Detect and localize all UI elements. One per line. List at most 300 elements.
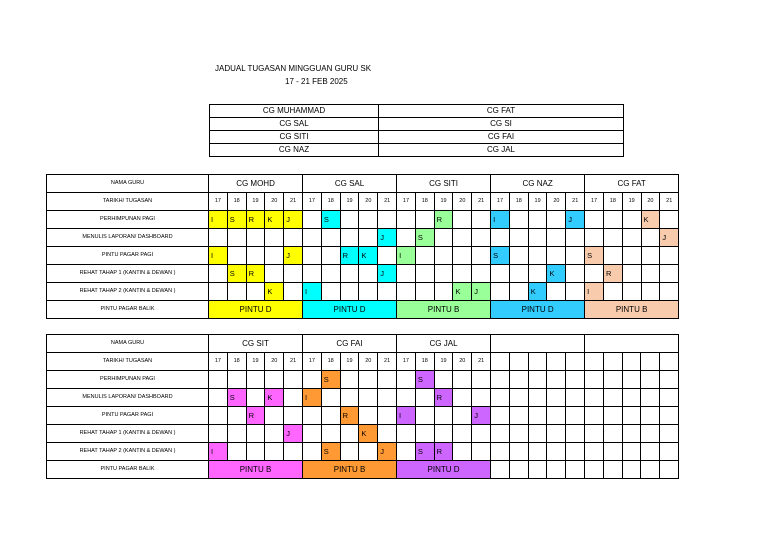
duty-cell: [227, 247, 246, 265]
day-number: [509, 353, 528, 371]
duty-cell: I: [209, 211, 228, 229]
duty-cell: S: [321, 371, 340, 389]
duty-cell: [340, 389, 359, 407]
duty-cell: [491, 425, 510, 443]
duty-cell: S: [415, 443, 434, 461]
task-row: [47, 229, 679, 247]
duty-cell: S: [491, 247, 510, 265]
task-row: [47, 425, 679, 443]
pair-row: [210, 144, 624, 157]
day-number: 19: [528, 193, 547, 211]
duty-cell: [227, 229, 246, 247]
duty-cell: [472, 229, 491, 247]
duty-cell: K: [641, 211, 660, 229]
day-number: 18: [509, 193, 528, 211]
duty-cell: [566, 229, 585, 247]
duty-cell: [227, 283, 246, 301]
day-number: 17: [209, 193, 228, 211]
duty-cell: J: [284, 211, 303, 229]
duty-cell: [603, 211, 622, 229]
day-number: 18: [227, 193, 246, 211]
gate-assignment: PINTU B: [209, 461, 303, 479]
duty-cell: K: [359, 425, 378, 443]
duty-cell: J: [378, 443, 397, 461]
duty-cell: [472, 443, 491, 461]
duty-cell: [246, 371, 265, 389]
task-row: [47, 265, 679, 283]
duty-cell: [209, 425, 228, 443]
empty-cell: [603, 461, 622, 479]
teacher-name-row: [47, 335, 679, 353]
duty-cell: S: [415, 229, 434, 247]
duty-cell: [378, 247, 397, 265]
row-label-date: TARIKH/ TUGASAN: [47, 193, 209, 211]
duty-cell: [509, 389, 528, 407]
teacher-name: CG NAZ: [491, 175, 585, 193]
gate-row: [47, 461, 679, 479]
duty-cell: [340, 265, 359, 283]
date-row: [47, 353, 679, 371]
duty-cell: R: [603, 265, 622, 283]
duty-cell: [491, 371, 510, 389]
day-number: 20: [359, 353, 378, 371]
day-number: 20: [453, 353, 472, 371]
day-number: 18: [603, 193, 622, 211]
duty-cell: [415, 425, 434, 443]
duty-cell: [660, 247, 679, 265]
duty-cell: [528, 443, 547, 461]
duty-cell: I: [397, 407, 416, 425]
duty-cell: [265, 407, 284, 425]
duty-cell: [641, 407, 660, 425]
teacher-pairs-table: [209, 104, 624, 157]
task-label: REHAT TAHAP 2 (KANTIN & DEWAN ): [47, 283, 209, 301]
duty-cell: S: [415, 371, 434, 389]
duty-cell: [227, 425, 246, 443]
duty-cell: [603, 371, 622, 389]
duty-cell: [303, 247, 322, 265]
duty-cell: [472, 389, 491, 407]
duty-cell: [472, 211, 491, 229]
task-row: [47, 211, 679, 229]
teacher-name: [585, 335, 679, 353]
duty-cell: K: [528, 283, 547, 301]
duty-cell: [453, 211, 472, 229]
duty-cell: [509, 283, 528, 301]
duty-cell: [378, 211, 397, 229]
day-number: 17: [397, 353, 416, 371]
pair-teacher-name: CG SITI: [210, 131, 379, 144]
day-number: 17: [303, 193, 322, 211]
duty-cell: [641, 371, 660, 389]
duty-cell: [472, 265, 491, 283]
day-number: 19: [246, 353, 265, 371]
gate-assignment: PINTU D: [303, 301, 397, 319]
duty-cell: [622, 425, 641, 443]
duty-cell: [547, 371, 566, 389]
duty-cell: [246, 229, 265, 247]
day-number: 20: [359, 193, 378, 211]
day-number: 17: [491, 193, 510, 211]
duty-cell: S: [227, 211, 246, 229]
duty-cell: [397, 283, 416, 301]
duty-cell: I: [585, 283, 604, 301]
duty-cell: [434, 229, 453, 247]
duty-cell: [566, 443, 585, 461]
duty-cell: [434, 283, 453, 301]
duty-cell: [227, 443, 246, 461]
day-number: 18: [227, 353, 246, 371]
duty-cell: [491, 229, 510, 247]
duty-cell: [265, 371, 284, 389]
duty-cell: I: [303, 283, 322, 301]
duty-cell: [397, 443, 416, 461]
duty-cell: [340, 283, 359, 301]
duty-cell: [265, 443, 284, 461]
duty-cell: J: [378, 229, 397, 247]
duty-cell: [472, 247, 491, 265]
duty-cell: J: [472, 407, 491, 425]
duty-cell: [509, 265, 528, 283]
gate-row: [47, 301, 679, 319]
task-row: [47, 283, 679, 301]
duty-cell: [246, 425, 265, 443]
teacher-name: CG FAI: [303, 335, 397, 353]
duty-cell: [566, 371, 585, 389]
duty-cell: [303, 407, 322, 425]
day-number: [603, 353, 622, 371]
task-row: [47, 443, 679, 461]
duty-cell: [453, 389, 472, 407]
duty-cell: [227, 371, 246, 389]
duty-cell: [491, 265, 510, 283]
duty-cell: [397, 211, 416, 229]
week-dates: 17 - 21 FEB 2025: [285, 77, 348, 86]
teacher-name: CG JAL: [397, 335, 491, 353]
day-number: 19: [246, 193, 265, 211]
day-number: 21: [284, 353, 303, 371]
duty-cell: [566, 247, 585, 265]
empty-cell: [585, 461, 604, 479]
duty-cell: [265, 425, 284, 443]
duty-cell: [585, 211, 604, 229]
duty-cell: [303, 443, 322, 461]
row-label-name: NAMA GURU: [47, 175, 209, 193]
duty-cell: [547, 389, 566, 407]
duty-cell: I: [209, 247, 228, 265]
duty-cell: [641, 265, 660, 283]
teacher-name: CG SITI: [397, 175, 491, 193]
empty-cell: [509, 461, 528, 479]
duty-cell: [265, 265, 284, 283]
duty-cell: [603, 247, 622, 265]
day-number: 19: [340, 353, 359, 371]
day-number: 20: [265, 353, 284, 371]
day-number: [641, 353, 660, 371]
duty-cell: [622, 229, 641, 247]
day-number: 21: [660, 193, 679, 211]
gate-assignment: PINTU D: [209, 301, 303, 319]
duty-cell: [209, 407, 228, 425]
duty-cell: [585, 443, 604, 461]
task-row: [47, 389, 679, 407]
empty-cell: [528, 461, 547, 479]
task-label: PERHIMPUNAN PAGI: [47, 371, 209, 389]
duty-cell: [284, 229, 303, 247]
duty-cell: R: [340, 247, 359, 265]
gate-assignment: PINTU B: [303, 461, 397, 479]
duty-cell: [359, 265, 378, 283]
duty-cell: J: [378, 265, 397, 283]
duty-cell: [209, 229, 228, 247]
day-number: [547, 353, 566, 371]
duty-cell: R: [246, 407, 265, 425]
duty-cell: [321, 247, 340, 265]
duty-cell: I: [397, 247, 416, 265]
duty-cell: [585, 265, 604, 283]
duty-cell: [321, 265, 340, 283]
duty-cell: K: [547, 265, 566, 283]
duty-cell: [397, 389, 416, 407]
day-number: 20: [265, 193, 284, 211]
duty-cell: [284, 283, 303, 301]
duty-cell: [303, 371, 322, 389]
duty-cell: S: [321, 443, 340, 461]
duty-cell: [528, 389, 547, 407]
empty-cell: [641, 461, 660, 479]
duty-cell: [415, 283, 434, 301]
day-number: [622, 353, 641, 371]
duty-cell: [528, 425, 547, 443]
duty-cell: [453, 247, 472, 265]
day-number: 17: [303, 353, 322, 371]
duty-cell: [547, 211, 566, 229]
duty-cell: J: [472, 283, 491, 301]
duty-cell: [284, 407, 303, 425]
duty-cell: [246, 283, 265, 301]
duty-cell: I: [491, 211, 510, 229]
duty-cell: [434, 371, 453, 389]
duty-cell: [246, 389, 265, 407]
duty-cell: [321, 407, 340, 425]
duty-cell: [547, 443, 566, 461]
day-number: [585, 353, 604, 371]
day-number: 20: [641, 193, 660, 211]
duty-cell: [528, 247, 547, 265]
duty-cell: [321, 283, 340, 301]
task-row: [47, 247, 679, 265]
day-number: 19: [622, 193, 641, 211]
duty-cell: [378, 389, 397, 407]
duty-cell: [246, 247, 265, 265]
task-label: REHAT TAHAP 2 (KANTIN & DEWAN ): [47, 443, 209, 461]
duty-cell: [622, 265, 641, 283]
duty-cell: [321, 425, 340, 443]
day-number: 21: [378, 353, 397, 371]
teacher-name: CG SAL: [303, 175, 397, 193]
duty-cell: [528, 265, 547, 283]
duty-cell: K: [359, 247, 378, 265]
row-label-gate: PINTU PAGAR BALIK: [47, 301, 209, 319]
duty-cell: [359, 371, 378, 389]
empty-cell: [566, 461, 585, 479]
duty-cell: [227, 407, 246, 425]
duty-cell: [622, 247, 641, 265]
duty-cell: [359, 443, 378, 461]
pair-teacher-name: CG NAZ: [210, 144, 379, 157]
empty-cell: [491, 461, 510, 479]
duty-cell: [397, 229, 416, 247]
duty-cell: [509, 443, 528, 461]
duty-cell: [340, 443, 359, 461]
duty-cell: K: [265, 211, 284, 229]
duty-cell: [453, 229, 472, 247]
duty-cell: [603, 425, 622, 443]
duty-cell: [340, 229, 359, 247]
duty-cell: [209, 389, 228, 407]
duty-cell: I: [303, 389, 322, 407]
duty-cell: R: [340, 407, 359, 425]
duty-cell: [509, 247, 528, 265]
day-number: 17: [397, 193, 416, 211]
row-label-gate: PINTU PAGAR BALIK: [47, 461, 209, 479]
duty-cell: [622, 407, 641, 425]
duty-cell: [509, 425, 528, 443]
duty-cell: [472, 425, 491, 443]
duty-cell: K: [453, 283, 472, 301]
duty-cell: [566, 265, 585, 283]
duty-cell: [415, 247, 434, 265]
task-label: PINTU PAGAR PAGI: [47, 247, 209, 265]
duty-cell: [660, 425, 679, 443]
duty-cell: [566, 283, 585, 301]
duty-cell: [453, 425, 472, 443]
duty-cell: [585, 425, 604, 443]
pair-teacher-name: CG JAL: [379, 144, 624, 157]
duty-cell: [397, 265, 416, 283]
duty-cell: [566, 425, 585, 443]
row-label-date: TARIKH/ TUGASAN: [47, 353, 209, 371]
duty-cell: [434, 247, 453, 265]
duty-cell: [284, 443, 303, 461]
task-label: REHAT TAHAP 1 (KANTIN & DEWAN ): [47, 425, 209, 443]
day-number: 21: [378, 193, 397, 211]
duty-cell: [340, 211, 359, 229]
duty-cell: J: [660, 229, 679, 247]
duty-cell: [209, 265, 228, 283]
day-number: [566, 353, 585, 371]
duty-cell: [415, 265, 434, 283]
teacher-name: [491, 335, 585, 353]
duty-cell: [378, 407, 397, 425]
duty-cell: [453, 371, 472, 389]
duty-cell: J: [566, 211, 585, 229]
teacher-name: CG SIT: [209, 335, 303, 353]
duty-cell: [566, 389, 585, 407]
duty-cell: [397, 371, 416, 389]
pair-teacher-name: CG MUHAMMAD: [210, 105, 379, 118]
duty-cell: S: [227, 265, 246, 283]
duty-cell: [303, 425, 322, 443]
duty-cell: [585, 389, 604, 407]
day-number: 20: [547, 193, 566, 211]
duty-cell: [622, 371, 641, 389]
duty-cell: [641, 247, 660, 265]
duty-cell: [547, 229, 566, 247]
day-number: 21: [284, 193, 303, 211]
pair-row: [210, 118, 624, 131]
date-row: [47, 193, 679, 211]
task-label: MENULIS LAPORAN/ DASHBOARD: [47, 229, 209, 247]
duty-cell: [359, 407, 378, 425]
duty-cell: [660, 443, 679, 461]
duty-cell: [603, 407, 622, 425]
duty-cell: [491, 443, 510, 461]
duty-cell: S: [321, 211, 340, 229]
duty-cell: [547, 283, 566, 301]
gate-assignment: PINTU D: [491, 301, 585, 319]
empty-cell: [547, 461, 566, 479]
day-number: 18: [321, 193, 340, 211]
duty-cell: K: [265, 283, 284, 301]
pair-row: [210, 131, 624, 144]
duty-cell: [660, 265, 679, 283]
duty-cell: [303, 211, 322, 229]
task-label: PINTU PAGAR PAGI: [47, 407, 209, 425]
duty-cell: [359, 283, 378, 301]
pair-teacher-name: CG FAT: [379, 105, 624, 118]
duty-cell: [265, 229, 284, 247]
task-label: REHAT TAHAP 1 (KANTIN & DEWAN ): [47, 265, 209, 283]
duty-cell: [566, 407, 585, 425]
duty-cell: [434, 265, 453, 283]
duty-cell: [585, 371, 604, 389]
duty-cell: [472, 371, 491, 389]
duty-cell: [641, 229, 660, 247]
duty-cell: [453, 265, 472, 283]
duty-cell: [547, 407, 566, 425]
duty-cell: J: [284, 247, 303, 265]
gate-assignment: PINTU B: [397, 301, 491, 319]
duty-cell: [547, 247, 566, 265]
day-number: 18: [415, 353, 434, 371]
duty-cell: [340, 425, 359, 443]
duty-cell: [585, 229, 604, 247]
day-number: 20: [453, 193, 472, 211]
day-number: 18: [415, 193, 434, 211]
duty-cell: [209, 283, 228, 301]
duty-cell: [359, 229, 378, 247]
duty-cell: [509, 211, 528, 229]
duty-cell: [491, 283, 510, 301]
duty-cell: [209, 371, 228, 389]
day-number: 21: [472, 353, 491, 371]
duty-cell: [622, 211, 641, 229]
duty-cell: [603, 229, 622, 247]
duty-cell: [415, 211, 434, 229]
duty-cell: [641, 425, 660, 443]
duty-cell: [397, 425, 416, 443]
duty-cell: S: [585, 247, 604, 265]
duty-cell: [660, 371, 679, 389]
pair-teacher-name: CG SAL: [210, 118, 379, 131]
duty-cell: [453, 443, 472, 461]
duty-cell: R: [246, 265, 265, 283]
day-number: [660, 353, 679, 371]
duty-cell: [660, 389, 679, 407]
day-number: [528, 353, 547, 371]
duty-cell: [509, 407, 528, 425]
